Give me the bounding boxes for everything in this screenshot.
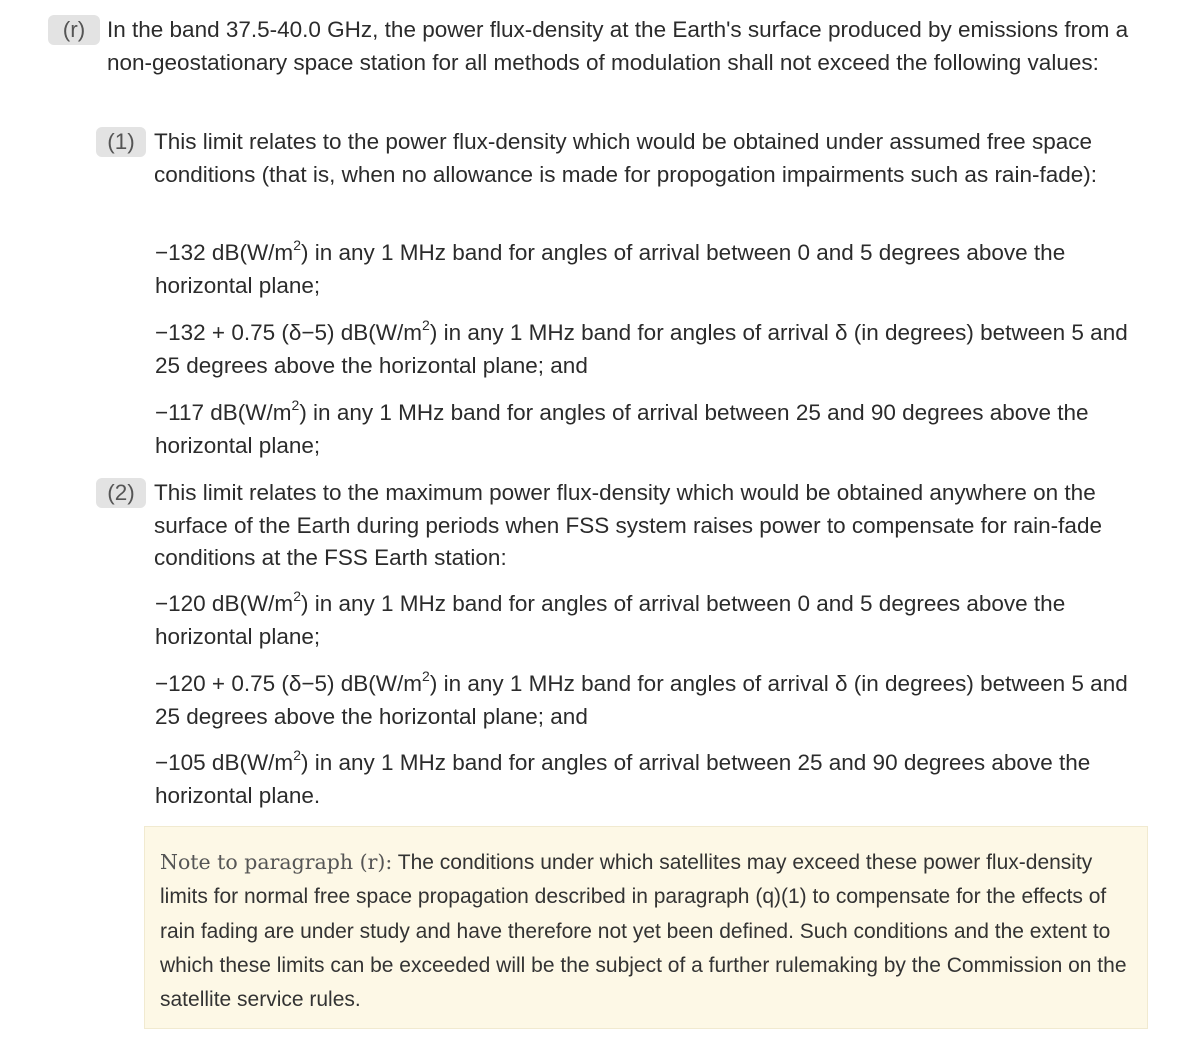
note-text: The conditions under which satellites may exceed these power flux-density limits for normal free space propagation described in paragraph (q)(1) to compensate for the effects of rain fading are under study and have therefore not yet been defined. Such conditions and the extent to which these limits can be exceeded will be the subject of a further rulemaking by the Commission on the satellite service rules. <box>160 851 1127 1012</box>
sub2-limit-3 <box>155 747 1155 812</box>
limit-exponent: 2 <box>293 236 301 253</box>
limit-exponent: 2 <box>293 746 301 763</box>
limit-rest: ) in any 1 MHz band for angles of arrival between 25 and 90 degrees above the horizontal plane; <box>155 400 1089 458</box>
limit-text <box>155 747 1155 812</box>
limit-value: −105 dB(W/m <box>155 750 294 775</box>
limit-text <box>155 237 1155 302</box>
paragraph-r-body: In the band 37.5-40.0 GHz, the power flux-density at the Earth's surface produced by emissions from a non-geostationary space station for all methods of modulation shall not exceed the following values: <box>107 17 1129 75</box>
limit-rest: ) in any 1 MHz band for angles of arrival between 0 and 5 degrees above the horizontal plane; <box>155 591 1066 649</box>
limit-rest: ) in any 1 MHz band for angles of arrival between 0 and 5 degrees above the horizontal plane; <box>155 240 1066 298</box>
paragraph-r-text <box>107 14 1167 79</box>
sub-paragraph-2-body: This limit relates to the maximum power flux-density which would be obtained anywhere on the surface of the Earth during periods when FSS system raises power to compensate for rain-fade conditions at the FSS Earth station: <box>154 480 1102 570</box>
limit-text <box>155 317 1155 382</box>
limit-rest: ) in any 1 MHz band for angles of arrival δ (in degrees) between 5 and 25 degrees above the horizontal plane; and <box>155 320 1128 378</box>
limit-text <box>155 397 1155 462</box>
note-title: Note to paragraph (r): <box>160 850 393 874</box>
paragraph-r-label: (r) <box>48 15 100 45</box>
limit-exponent: 2 <box>291 396 300 413</box>
sub2-limit-2 <box>155 668 1155 733</box>
sub1-limit-1 <box>155 237 1155 302</box>
limit-exponent: 2 <box>422 667 430 684</box>
limit-value: −132 dB(W/m <box>155 240 294 265</box>
limit-value: −120 + 0.75 (δ−5) dB(W/m <box>155 671 423 696</box>
sub1-limit-3 <box>155 397 1155 462</box>
limit-rest: ) in any 1 MHz band for angles of arrival between 25 and 90 degrees above the horizontal plane. <box>155 750 1091 808</box>
limit-exponent: 2 <box>293 587 301 604</box>
note-box <box>144 826 1148 1029</box>
sub-paragraph-1-label: (1) <box>96 127 146 157</box>
limit-value: −117 dB(W/m <box>155 400 292 425</box>
sub1-limit-2 <box>155 317 1155 382</box>
sub-paragraph-1-body: This limit relates to the power flux-density which would be obtained under assumed free space conditions (that is, when no allowance is made for propogation impairments such as rain-fade): <box>154 129 1097 187</box>
sub-paragraph-2-text <box>154 477 1154 575</box>
limit-value: −120 dB(W/m <box>155 591 294 616</box>
limit-exponent: 2 <box>422 316 430 333</box>
limit-text <box>155 588 1155 653</box>
limit-text <box>155 668 1155 733</box>
limit-rest: ) in any 1 MHz band for angles of arrival δ (in degrees) between 5 and 25 degrees above the horizontal plane; and <box>155 671 1128 729</box>
sub2-limit-1 <box>155 588 1155 653</box>
sub-paragraph-1-text <box>154 126 1154 191</box>
sub-paragraph-2-label: (2) <box>96 478 146 508</box>
limit-value: −132 + 0.75 (δ−5) dB(W/m <box>155 320 423 345</box>
